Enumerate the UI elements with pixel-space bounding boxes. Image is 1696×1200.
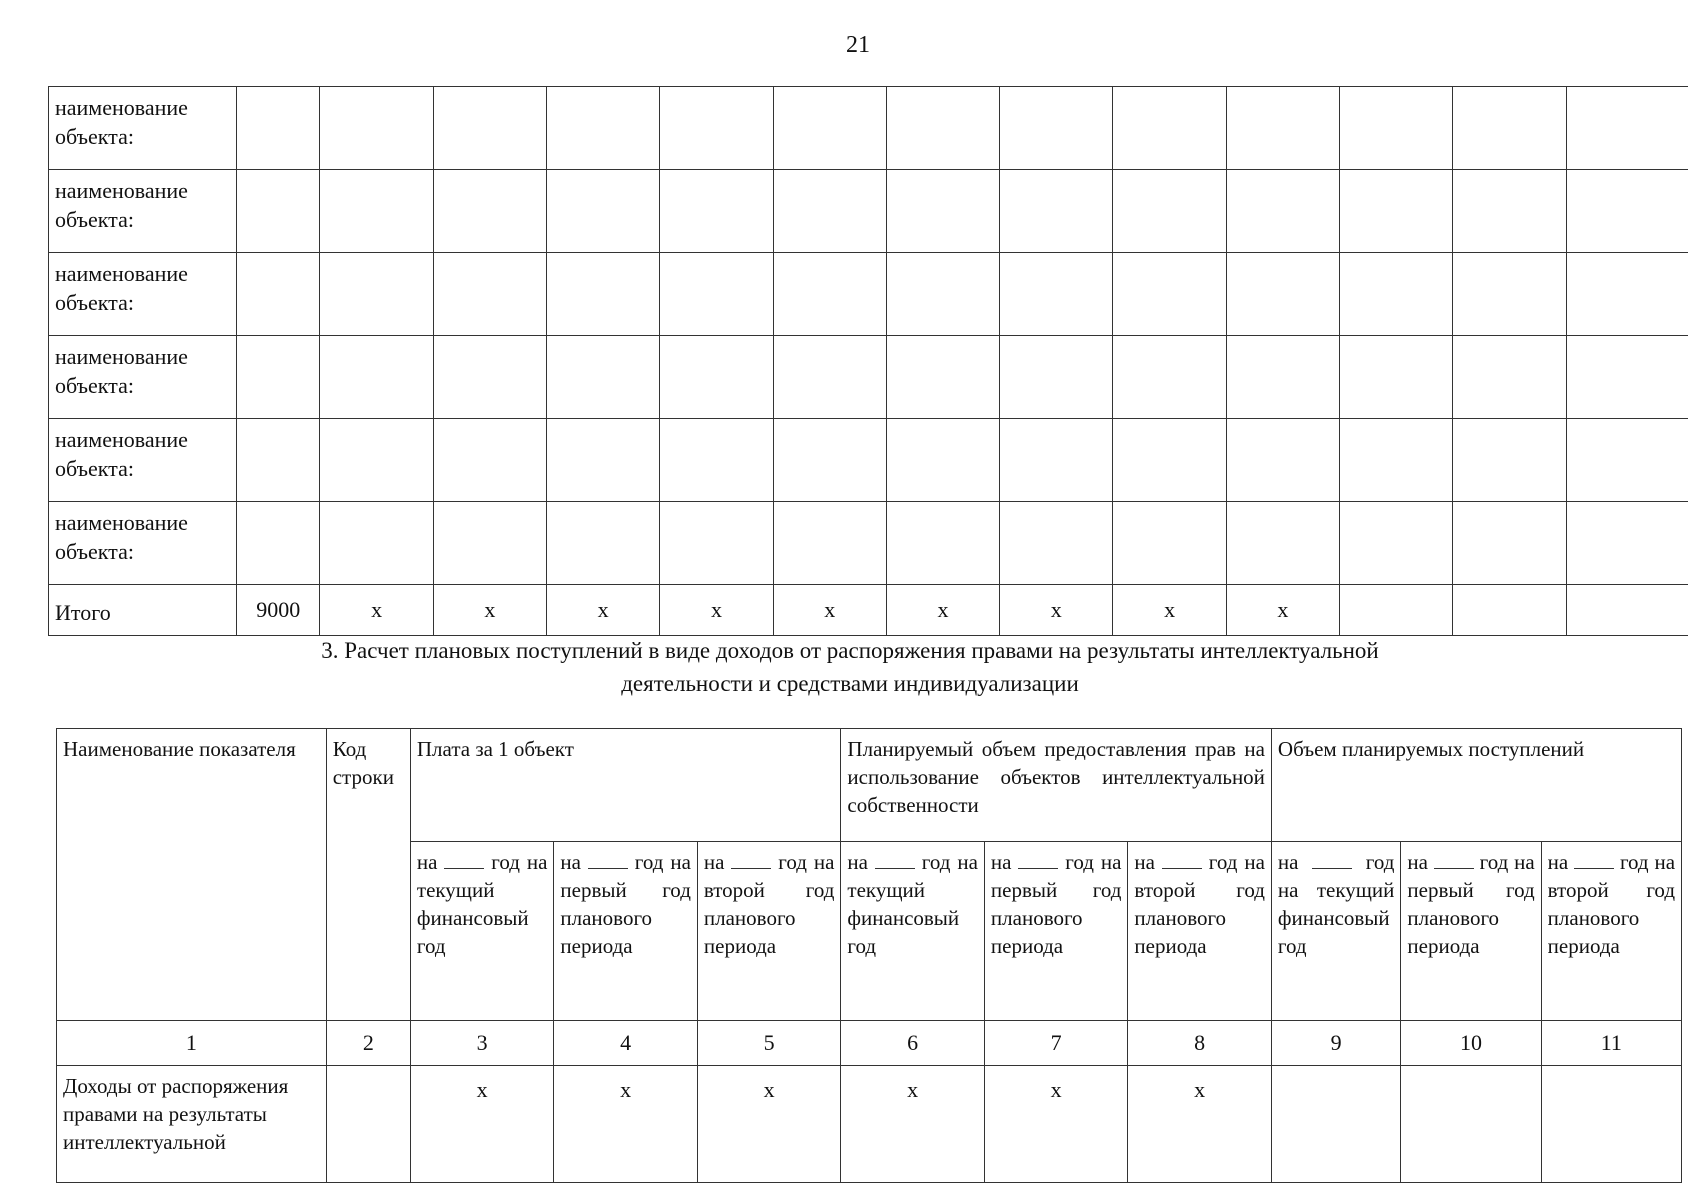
- object-value-cell: [886, 502, 999, 585]
- subheader-current-year: [841, 842, 985, 1021]
- total-cell: х: [1113, 585, 1226, 636]
- object-value-cell: [1566, 502, 1688, 585]
- data-row-cell: [1271, 1066, 1400, 1183]
- column-number: 2: [326, 1021, 410, 1066]
- object-value-cell: [1453, 170, 1566, 253]
- object-value-cell: [1566, 87, 1688, 170]
- object-name-label: наименование объекта:: [49, 170, 237, 253]
- object-value-cell: [547, 87, 660, 170]
- year-blank-line: [875, 850, 915, 869]
- object-value-cell: [320, 87, 433, 170]
- object-value-cell: [237, 253, 320, 336]
- data-row-cell: [1401, 1066, 1541, 1183]
- year-blank-line: [1018, 850, 1058, 869]
- object-value-cell: [1566, 253, 1688, 336]
- subheader-current-year: [1271, 842, 1400, 1021]
- object-name-label: наименование объекта:: [49, 419, 237, 502]
- header-planned-volume: Планируемый объем предоставления прав на использование объектов интеллектуальной собственности: [841, 729, 1272, 842]
- data-row-cell: х: [1128, 1066, 1272, 1183]
- object-value-cell: [237, 170, 320, 253]
- subheader-current-year: [410, 842, 554, 1021]
- subheader-prefix: на: [1547, 850, 1569, 874]
- subheader-first-year: [1401, 842, 1541, 1021]
- subheader-second-year: [697, 842, 841, 1021]
- section-3-title: [200, 634, 1500, 700]
- subheader-suffix: год на первый год планового периода: [1407, 850, 1535, 958]
- data-row-code: [326, 1066, 410, 1183]
- total-cell: х: [1226, 585, 1339, 636]
- total-cell: х: [320, 585, 433, 636]
- object-value-cell: [1226, 502, 1339, 585]
- column-number: 4: [554, 1021, 698, 1066]
- subheader-suffix: год на первый год планового периода: [990, 850, 1122, 958]
- data-row-label: Доходы от распоряжения правами на результаты интеллектуальной: [57, 1066, 327, 1183]
- column-number: 7: [984, 1021, 1128, 1066]
- object-value-cell: [1566, 336, 1688, 419]
- object-value-cell: [886, 253, 999, 336]
- column-number: 5: [697, 1021, 841, 1066]
- object-value-cell: [1113, 87, 1226, 170]
- object-value-cell: [433, 170, 546, 253]
- total-row: [49, 585, 1689, 636]
- total-cell: [1339, 585, 1452, 636]
- object-name-label: наименование объекта:: [49, 87, 237, 170]
- year-blank-line: [588, 850, 628, 869]
- object-value-cell: [1000, 336, 1113, 419]
- object-value-cell: [1566, 419, 1688, 502]
- subheader-prefix: на: [560, 850, 581, 874]
- object-value-cell: [1339, 87, 1452, 170]
- table2-header-row: [57, 729, 1682, 842]
- object-value-cell: [1453, 87, 1566, 170]
- object-value-cell: [547, 170, 660, 253]
- object-value-cell: [1000, 87, 1113, 170]
- object-value-cell: [1453, 336, 1566, 419]
- object-row: [49, 253, 1689, 336]
- page-number: 21: [846, 32, 870, 58]
- data-row-cell: х: [984, 1066, 1128, 1183]
- year-blank-line: [444, 850, 484, 869]
- header-planned-receipts: Объем планируемых поступлений: [1271, 729, 1681, 842]
- object-value-cell: [660, 336, 773, 419]
- object-value-cell: [1226, 336, 1339, 419]
- year-blank-line: [731, 850, 771, 869]
- object-value-cell: [1226, 87, 1339, 170]
- data-row-cell: х: [697, 1066, 841, 1183]
- subheader-prefix: на: [847, 850, 868, 874]
- subheader-suffix: год на текущий финансовый год: [416, 850, 548, 958]
- column-number: 10: [1401, 1021, 1541, 1066]
- object-value-cell: [320, 419, 433, 502]
- object-value-cell: [660, 419, 773, 502]
- object-value-cell: [1113, 502, 1226, 585]
- subheader-prefix: на: [703, 850, 725, 874]
- objects-table: [48, 86, 1688, 636]
- total-cell: х: [547, 585, 660, 636]
- object-value-cell: [1226, 419, 1339, 502]
- subheader-prefix: на: [416, 850, 438, 874]
- object-value-cell: [1339, 336, 1452, 419]
- object-value-cell: [660, 87, 773, 170]
- object-value-cell: [1113, 419, 1226, 502]
- object-value-cell: [547, 502, 660, 585]
- data-row-cell: х: [410, 1066, 554, 1183]
- object-row: [49, 502, 1689, 585]
- subheader-prefix: на: [1277, 850, 1299, 874]
- object-row: [49, 170, 1689, 253]
- table2-column-numbers-row: [57, 1021, 1682, 1066]
- subheader-prefix: на: [1134, 850, 1155, 874]
- column-number: 3: [410, 1021, 554, 1066]
- object-value-cell: [237, 502, 320, 585]
- object-value-cell: [547, 419, 660, 502]
- object-value-cell: [773, 170, 886, 253]
- object-value-cell: [433, 419, 546, 502]
- year-blank-line: [1434, 850, 1474, 869]
- object-value-cell: [433, 336, 546, 419]
- object-value-cell: [1453, 502, 1566, 585]
- subheader-prefix: на: [1407, 850, 1428, 874]
- object-value-cell: [320, 253, 433, 336]
- object-value-cell: [1339, 253, 1452, 336]
- object-value-cell: [773, 336, 886, 419]
- data-row-cell: [1541, 1066, 1681, 1183]
- section-3-title-line2: деятельности и средствами индивидуализации: [621, 671, 1079, 696]
- subheader-second-year: [1128, 842, 1272, 1021]
- year-blank-line: [1162, 850, 1202, 869]
- total-code: 9000: [237, 585, 320, 636]
- data-row-cell: х: [554, 1066, 698, 1183]
- subheader-suffix: год на первый год планового периода: [560, 850, 691, 958]
- header-payment-per-object: Плата за 1 объект: [410, 729, 841, 842]
- object-value-cell: [660, 253, 773, 336]
- subheader-prefix: на: [990, 850, 1012, 874]
- object-value-cell: [237, 87, 320, 170]
- header-line-code: Код строки: [326, 729, 410, 1021]
- column-number: 9: [1271, 1021, 1400, 1066]
- total-cell: х: [660, 585, 773, 636]
- object-value-cell: [1339, 502, 1452, 585]
- object-value-cell: [1000, 253, 1113, 336]
- object-value-cell: [660, 170, 773, 253]
- object-value-cell: [773, 502, 886, 585]
- object-value-cell: [773, 87, 886, 170]
- header-indicator-name: Наименование показателя: [57, 729, 327, 1021]
- object-value-cell: [1113, 253, 1226, 336]
- object-value-cell: [773, 419, 886, 502]
- subheader-second-year: [1541, 842, 1681, 1021]
- total-cell: х: [886, 585, 999, 636]
- object-name-label: наименование объекта:: [49, 336, 237, 419]
- object-value-cell: [886, 170, 999, 253]
- total-cell: х: [773, 585, 886, 636]
- object-value-cell: [433, 87, 546, 170]
- object-value-cell: [237, 419, 320, 502]
- column-number: 11: [1541, 1021, 1681, 1066]
- total-label: Итого: [49, 585, 237, 636]
- object-value-cell: [886, 419, 999, 502]
- object-value-cell: [886, 87, 999, 170]
- section-3-title-line1: 3. Расчет плановых поступлений в виде доходов от распоряжения правами на результаты интеллектуальной: [321, 638, 1379, 663]
- total-cell: [1453, 585, 1566, 636]
- subheader-first-year: [554, 842, 698, 1021]
- column-number: 6: [841, 1021, 985, 1066]
- object-value-cell: [1226, 253, 1339, 336]
- year-blank-line: [1574, 850, 1614, 869]
- object-value-cell: [1000, 170, 1113, 253]
- object-value-cell: [660, 502, 773, 585]
- column-number: 8: [1128, 1021, 1272, 1066]
- subheader-suffix: год на второй год планового периода: [1134, 850, 1265, 958]
- object-value-cell: [1453, 419, 1566, 502]
- total-cell: х: [433, 585, 546, 636]
- subheader-suffix: год на второй год планового периода: [703, 850, 835, 958]
- data-row-cell: х: [841, 1066, 985, 1183]
- object-row: [49, 419, 1689, 502]
- object-value-cell: [1226, 170, 1339, 253]
- object-value-cell: [1113, 170, 1226, 253]
- ip-receipts-table: [56, 728, 1682, 1183]
- column-number: 1: [57, 1021, 327, 1066]
- object-row: [49, 87, 1689, 170]
- object-value-cell: [237, 336, 320, 419]
- object-value-cell: [886, 336, 999, 419]
- object-value-cell: [1339, 170, 1452, 253]
- object-value-cell: [433, 253, 546, 336]
- object-name-label: наименование объекта:: [49, 502, 237, 585]
- object-value-cell: [1000, 502, 1113, 585]
- subheader-first-year: [984, 842, 1128, 1021]
- object-value-cell: [320, 170, 433, 253]
- subheader-suffix: год на второй год планового периода: [1547, 850, 1676, 958]
- object-value-cell: [320, 502, 433, 585]
- object-value-cell: [1113, 336, 1226, 419]
- object-value-cell: [433, 502, 546, 585]
- total-cell: [1566, 585, 1688, 636]
- object-row: [49, 336, 1689, 419]
- object-value-cell: [547, 336, 660, 419]
- object-value-cell: [1566, 170, 1688, 253]
- total-cell: х: [1000, 585, 1113, 636]
- object-value-cell: [1000, 419, 1113, 502]
- year-blank-line: [1312, 850, 1352, 869]
- object-value-cell: [1339, 419, 1452, 502]
- table2-data-row: [57, 1066, 1682, 1183]
- object-value-cell: [320, 336, 433, 419]
- object-name-label: наименование объекта:: [49, 253, 237, 336]
- object-value-cell: [1453, 253, 1566, 336]
- subheader-suffix: год на текущий финансовый год: [847, 850, 978, 958]
- object-value-cell: [547, 253, 660, 336]
- object-value-cell: [773, 253, 886, 336]
- subheader-suffix: год на текущий финансовый год: [1277, 850, 1395, 958]
